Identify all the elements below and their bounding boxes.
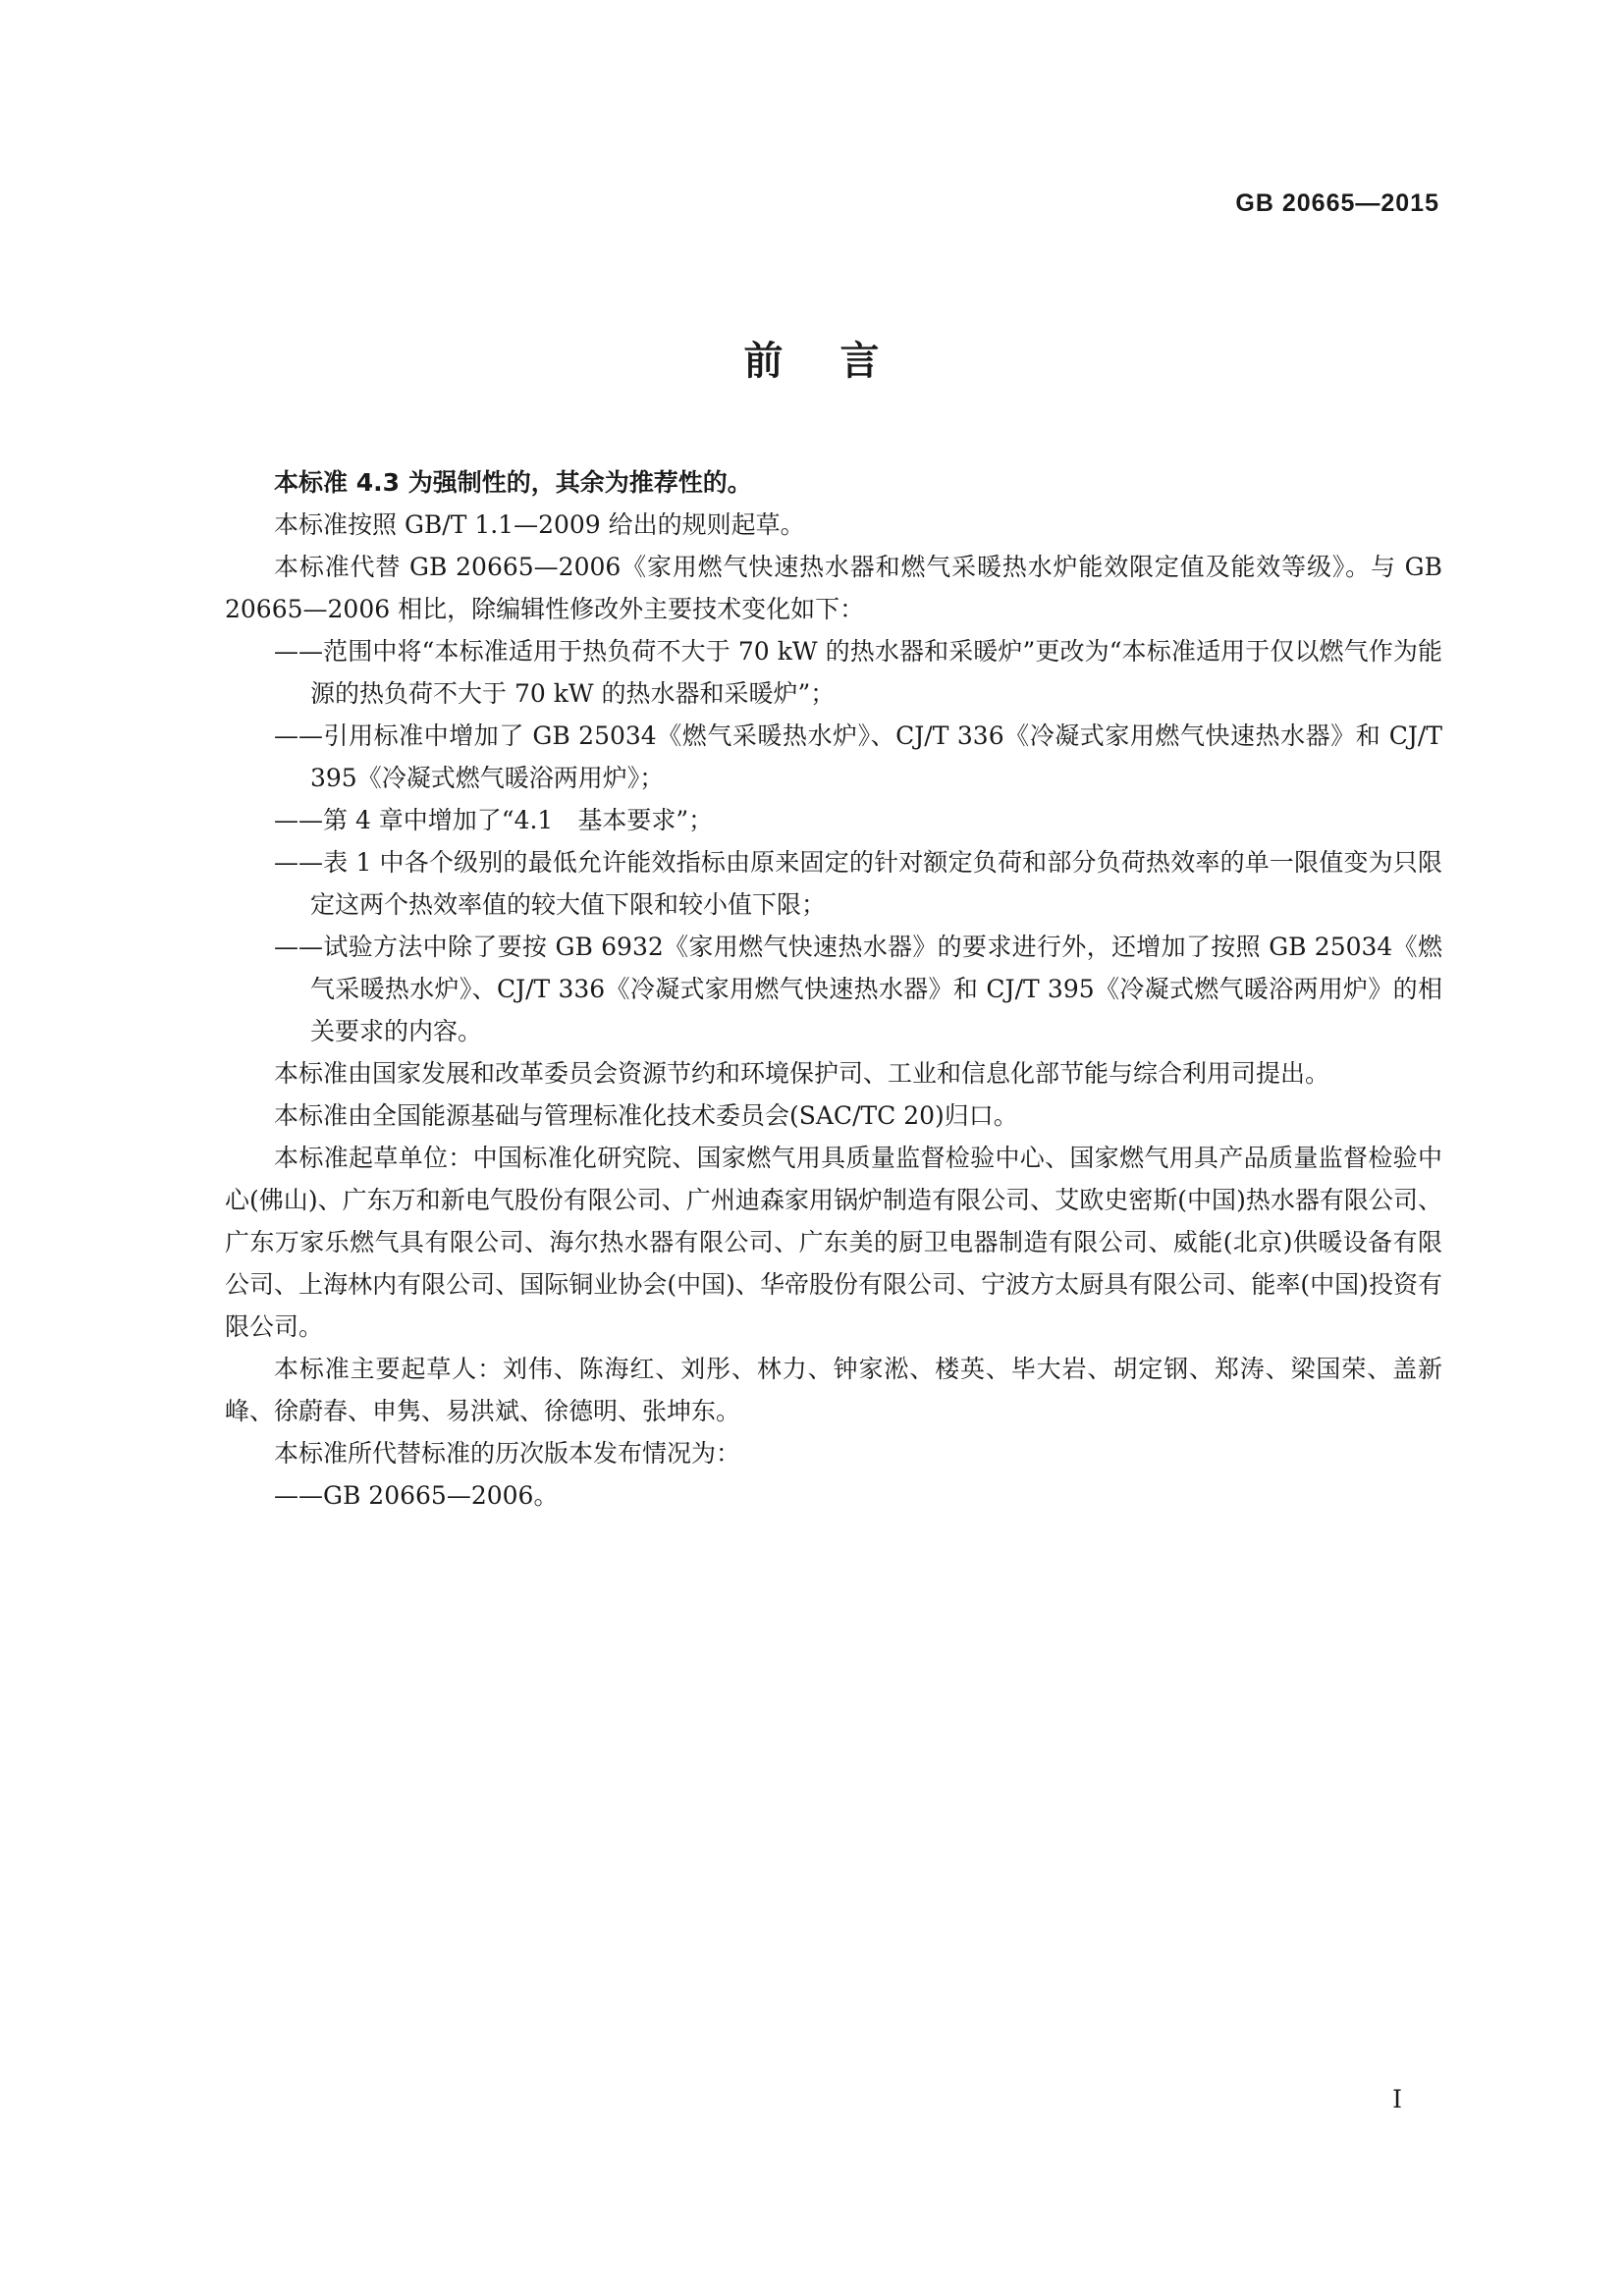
standard-number: GB 20665—2015: [1235, 189, 1439, 217]
replaces-paragraph: 本标准代替 GB 20665—2006《家用燃气快速热水器和燃气采暖热水炉能效限定值及能效等级》。与 GB 20665—2006 相比，除编辑性修改外主要技术变化如下：: [225, 553, 1442, 623]
drafting-rule-paragraph: 本标准按照 GB/T 1.1—2009 给出的规则起草。: [274, 510, 805, 539]
mandatory-statement: 本标准 4.3 为强制性的，其余为推荐性的。: [274, 468, 752, 497]
drafters-paragraph: 本标准主要起草人：刘伟、陈海红、刘彤、林力、钟家淞、楼英、毕大岩、胡定钢、郑涛、梁国荣、盖新峰、徐蔚春、申隽、易洪斌、徐德明、张坤东。: [225, 1355, 1442, 1425]
proposed-by-paragraph: 本标准由国家发展和改革委员会资源节约和环境保护司、工业和信息化部节能与综合利用司提出。: [274, 1059, 1330, 1088]
history-item: ——GB 20665—2006。: [274, 1481, 559, 1510]
drafting-units-paragraph: 本标准起草单位：中国标准化研究院、国家燃气用具质量监督检验中心、国家燃气用具产品质量监督检验中心(佛山)、广东万和新电气股份有限公司、广州迪森家用锅炉制造有限公司、艾欧史密斯(中国)热水器有限公司、广东万家乐燃气具有限公司、海尔热水器有限公司、广东美的厨卫电器制造有限公司、威能(北京)供暖设备有限公司、上海林内有限公司、国际铜业协会(中国)、华帝股份有限公司、宁波方太厨具有限公司、能率(中国)投资有限公司。: [225, 1144, 1442, 1341]
change-item-chapter4: ——第 4 章中增加了“4.1 基本要求”；: [274, 806, 714, 834]
history-intro-paragraph: 本标准所代替标准的历次版本发布情况为：: [274, 1439, 741, 1468]
page-title: 前言: [743, 339, 937, 384]
change-item-scope: ——范围中将“本标准适用于热负荷不大于 70 kW 的热水器和采暖炉”更改为“本标准适用于仅以燃气作为能源的热负荷不大于 70 kW 的热水器和采暖炉”；: [274, 637, 1442, 708]
change-item-table1: ——表 1 中各个级别的最低允许能效指标由原来固定的针对额定负荷和部分负荷热效率的单一限值变为只限定这两个热效率值的较大值下限和较小值下限；: [274, 848, 1442, 919]
page-number: I: [1392, 2085, 1402, 2113]
foreword-body: [225, 461, 1442, 1517]
centralized-by-paragraph: 本标准由全国能源基础与管理标准化技术委员会(SAC/TC 20)归口。: [274, 1101, 1018, 1130]
change-item-references: ——引用标准中增加了 GB 25034《燃气采暖热水炉》、CJ/T 336《冷凝式家用燃气快速热水器》和 CJ/T 395《冷凝式燃气暖浴两用炉》；: [274, 721, 1442, 792]
change-item-test-method: ——试验方法中除了要按 GB 6932《家用燃气快速热水器》的要求进行外，还增加了按照 GB 25034《燃气采暖热水炉》、CJ/T 336《冷凝式家用燃气快速热水器》和 CJ/T 395《冷凝式燃气暖浴两用炉》的相关要求的内容。: [274, 933, 1442, 1045]
